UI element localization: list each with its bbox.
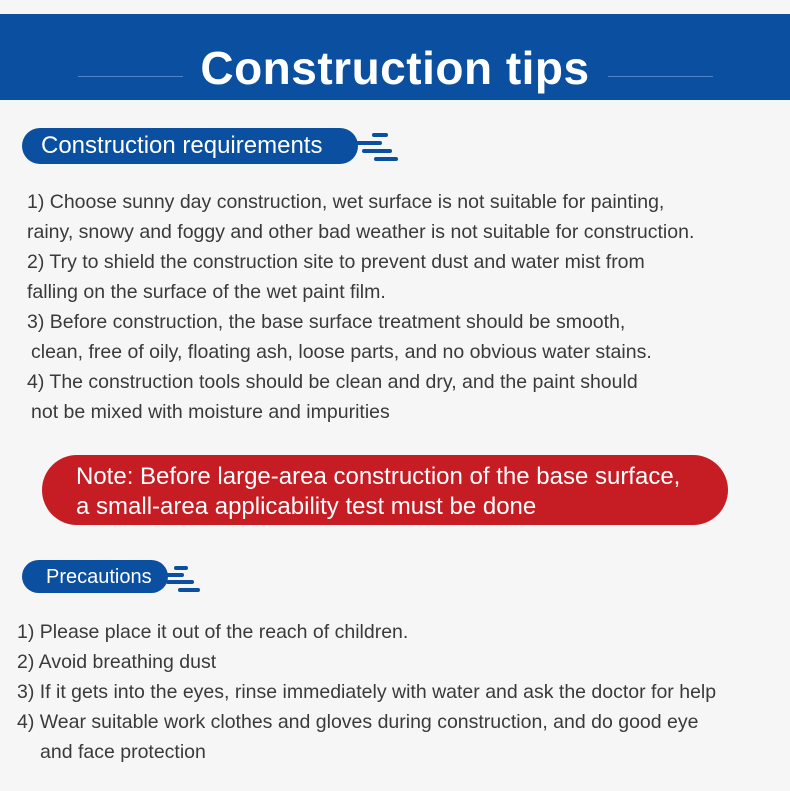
list-item: 3) Before construction, the base surface treatment should be smooth, <box>27 311 626 333</box>
precautions-list <box>17 617 782 767</box>
list-item: 3) If it gets into the eyes, rinse immediately with water and ask the doctor for help <box>17 681 717 703</box>
list-item: and face protection <box>40 741 206 763</box>
list-item: 4) Wear suitable work clothes and gloves during construction, and do good eye <box>17 711 699 733</box>
note-line-2: a small-area applicability test must be done <box>76 493 537 520</box>
list-item: falling on the surface of the wet paint film. <box>27 281 386 303</box>
note-banner <box>42 455 728 525</box>
note-text <box>76 462 680 522</box>
page-title: Construction tips <box>200 42 590 94</box>
list-item: 2) Avoid breathing dust <box>17 651 217 673</box>
header-banner <box>0 14 790 100</box>
list-item: not be mixed with moisture and impurities <box>31 401 390 423</box>
note-line-1: Note: Before large-area construction of the base surface, <box>76 463 681 490</box>
list-item: 4) The construction tools should be clean and dry, and the paint should <box>27 371 638 393</box>
list-item: 2) Try to shield the construction site to prevent dust and water mist from <box>27 251 645 273</box>
section-heading-precautions <box>22 560 168 593</box>
list-item: 1) Choose sunny day construction, wet surface is not suitable for painting, <box>27 191 665 213</box>
section-heading-precautions-label: Precautions <box>46 566 152 588</box>
list-item: rainy, snowy and foggy and other bad weather is not suitable for construction. <box>27 221 695 243</box>
speed-lines-icon <box>356 131 400 165</box>
list-item: 1) Please place it out of the reach of children. <box>17 621 409 643</box>
speed-lines-icon <box>160 564 202 596</box>
list-item: clean, free of oily, floating ash, loose parts, and no obvious water stains. <box>31 341 652 363</box>
section-heading-requirements <box>22 128 358 164</box>
requirements-list <box>27 187 777 427</box>
section-heading-requirements-label: Construction requirements <box>41 132 323 159</box>
